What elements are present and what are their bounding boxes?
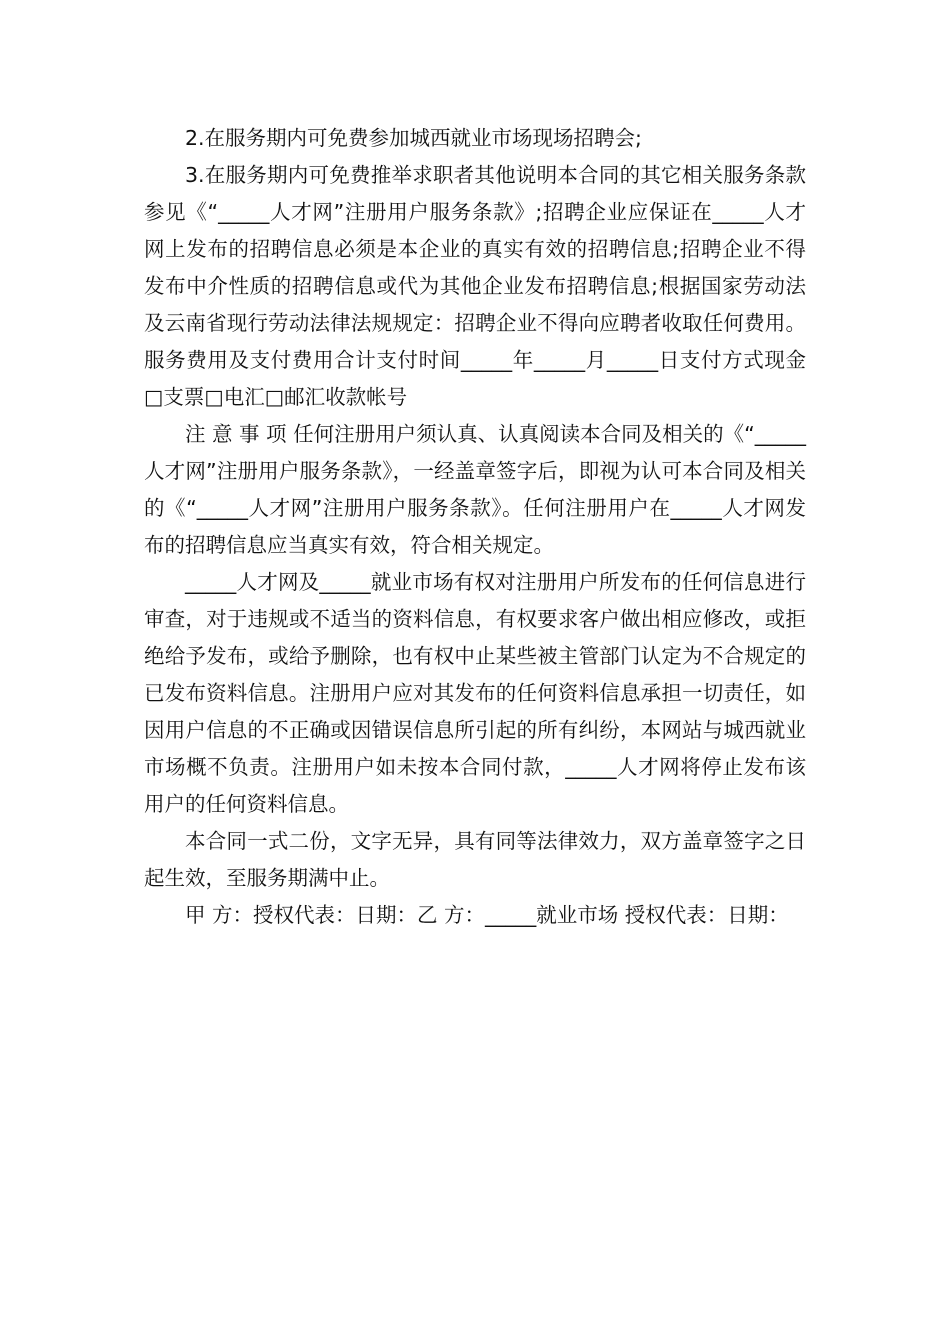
paragraph-review-rights: _____人才网及_____就业市场有权对注册用户所发布的任何信息进行审查，对于违规或不适当的资料信息，有权要求客户做出相应修改，或拒绝给予发布，或给予删除，也有权中止某些被主管部门认定为不合规定的已发布资料信息。注册用户应对其发布的任何资料信息承担一切责任，如因用户信息的不正确或因错误信息所引起的所有纠纷，本网站与城西就业市场概不负责。注册用户如未按本合同付款，_____人才网将停止发布该用户的任何资料信息。 xyxy=(144,570,806,816)
paragraph-service-terms: 3.在服务期内可免费推举求职者其他说明本合同的其它相关服务条款参见《“_____人才网”注册用户服务条款》;招聘企业应保证在_____人才网上发布的招聘信息必须是本企业的真实有效的招聘信息;招聘企业不得发布中介性质的招聘信息或代为其他企业发布招聘信息;根据国家劳动法及云南省现行劳动法律法规规定：招聘企业不得向应聘者收取任何费用。服务费用及支付费用合计支付时间_____年_____月_____日支付方式现金□支票□电汇□邮汇收款帐号 xyxy=(144,163,806,409)
paragraph-contract-copies: 本合同一式二份，文字无异，具有同等法律效力，双方盖章签字之日起生效，至服务期满中止。 xyxy=(144,829,806,890)
paragraph-signatures: 甲 方：授权代表：日期：乙 方：_____就业市场 授权代表：日期： xyxy=(185,903,789,927)
paragraph-notice: 注 意 事 项 任何注册用户须认真、认真阅读本合同及相关的《“_____人才网”注册用户服务条款》，一经盖章签字后，即视为认可本合同及相关的《“_____人才网”注册用户服务条款》。任何注册用户在_____人才网发布的招聘信息应当真实有效，符合相关规定。 xyxy=(144,422,806,557)
paragraph-free-job-fair: 2.在服务期内可免费参加城西就业市场现场招聘会; xyxy=(185,126,642,150)
document-body xyxy=(144,120,806,934)
